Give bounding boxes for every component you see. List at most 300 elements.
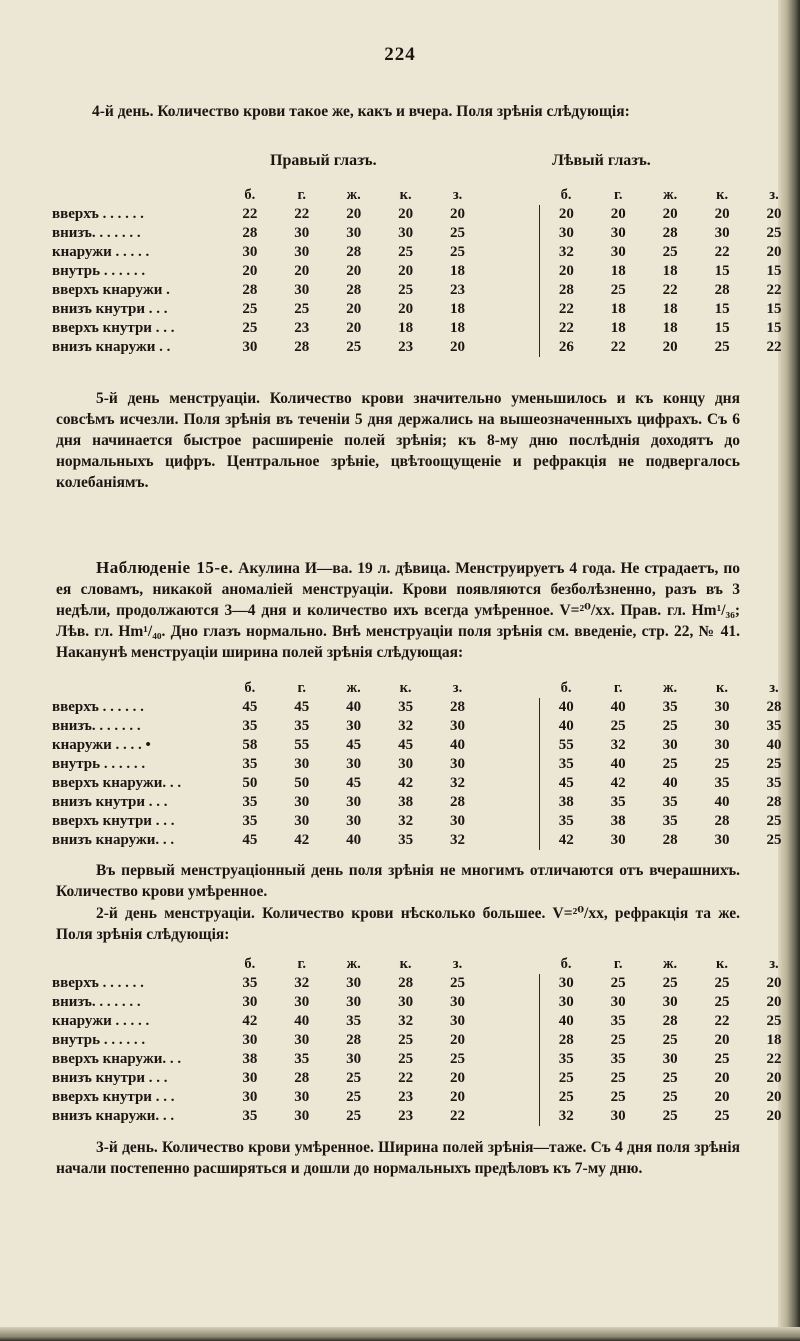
right-eye-value: 25 (450, 244, 466, 260)
right-eye-value: 35 (398, 832, 414, 848)
right-eye-value: 20 (449, 1032, 465, 1048)
left-eye-value: 20 (766, 1070, 782, 1086)
left-eye-column-header: ж. (663, 956, 678, 972)
right-eye-value: 30 (346, 1051, 362, 1067)
left-eye-value: 28 (540, 1031, 592, 1050)
right-eye-value: 35 (294, 718, 310, 734)
left-eye-value: 28 (662, 832, 678, 848)
left-eye-value: 40 (662, 775, 678, 791)
left-eye-value: 35 (766, 718, 782, 734)
column-gap (483, 717, 539, 736)
left-eye-column-header: г. (613, 956, 623, 972)
left-eye-value: 15 (766, 301, 782, 317)
left-eye-value: 22 (540, 300, 592, 319)
left-eye-column-header: б. (560, 680, 572, 696)
right-eye-value: 23 (398, 1108, 414, 1124)
right-eye-value: 58 (242, 737, 258, 753)
left-eye-value: 30 (714, 832, 730, 848)
left-eye-value: 55 (540, 736, 592, 755)
row-label: внутрь . . . . . . (52, 756, 146, 772)
left-eye-value: 25 (714, 1108, 730, 1124)
table-row (52, 300, 800, 319)
row-label: вверхъ . . . . . . (52, 206, 144, 222)
right-eye-value: 28 (398, 975, 414, 991)
left-eye-column-header: к. (716, 187, 729, 203)
paragraph-day3: 3-й день. Количество крови умѣренное. Ширина полей зрѣнія—таже. Съ 4 дня поля зрѣнія начали постепенно расширяться и дошли до нормальныхъ предѣловъ къ 7-му дню. (56, 1139, 740, 1177)
left-eye-value: 25 (662, 1108, 678, 1124)
left-eye-value: 35 (540, 755, 592, 774)
right-eye-column-header: б. (244, 956, 256, 972)
left-eye-value: 30 (714, 699, 730, 715)
right-eye-value: 30 (346, 794, 362, 810)
right-eye-value: 28 (449, 794, 465, 810)
paragraph-day4: 4-й день. Количество крови такое же, какъ и вчера. Поля зрѣнія слѣдующія: (92, 103, 630, 120)
left-eye-value: 25 (714, 1051, 730, 1067)
right-eye-value: 30 (294, 756, 310, 772)
right-eye-column-header: ж. (346, 187, 361, 203)
left-eye-value: 25 (662, 756, 678, 772)
left-eye-value: 20 (540, 262, 592, 281)
right-eye-value: 32 (449, 832, 465, 848)
right-eye-value: 20 (346, 206, 362, 222)
right-eye-value: 35 (242, 756, 258, 772)
left-eye-value: 18 (766, 1032, 782, 1048)
right-eye-value: 25 (242, 320, 258, 336)
left-eye-column-header: з. (769, 680, 779, 696)
table-row (52, 1031, 800, 1050)
right-eye-column-header: к. (399, 956, 412, 972)
left-eye-value: 22 (540, 319, 592, 338)
left-eye-value: 40 (610, 756, 626, 772)
left-eye-value: 35 (662, 794, 678, 810)
left-eye-value: 20 (766, 975, 782, 991)
right-eye-value: 30 (449, 813, 465, 829)
left-eye-value: 32 (540, 1107, 592, 1126)
left-eye-value: 38 (540, 793, 592, 812)
table-row (52, 224, 800, 243)
left-eye-value: 20 (714, 206, 730, 222)
right-eye-value: 40 (346, 699, 362, 715)
right-eye-value: 38 (398, 794, 414, 810)
right-eye-value: 30 (346, 975, 362, 991)
right-eye-value: 22 (294, 206, 310, 222)
table-row (52, 1088, 800, 1107)
observation-text: Акулина И—ва. 19 л. дѣвица. Менструируетъ 4 года. Не страдаетъ, по ея словамъ, никакой аномаліей менструаціи. Крови появляются безболѣзненно, разъ въ 3 недѣли, продолжаются 3—4 дня и количество ихъ всегда умѣренное. V=²⁰/xx. Прав. гл. Hm¹/₃₆; Лѣв. гл. Hm¹/₄₀. Дно глазъ нормально. Внѣ менструаціи поля зрѣнія см. введеніе, стр. 22, № 41. Наканунѣ менструаціи ширина полей зрѣнія слѣдующая: (56, 560, 740, 661)
right-eye-column-header: ж. (346, 680, 361, 696)
right-eye-column-header: г. (297, 956, 307, 972)
left-eye-value: 25 (714, 339, 730, 355)
right-eye-value: 30 (242, 1070, 258, 1086)
left-eye-value: 25 (610, 1032, 626, 1048)
table-row (52, 774, 800, 793)
right-eye-value: 30 (294, 282, 310, 298)
right-eye-value: 30 (242, 1032, 258, 1048)
left-eye-column-header: з. (769, 956, 779, 972)
table-row (52, 793, 800, 812)
left-eye-value: 30 (610, 994, 626, 1010)
left-eye-value: 22 (714, 244, 730, 260)
right-eye-value: 20 (294, 263, 310, 279)
table-row (52, 698, 800, 717)
left-eye-value: 18 (610, 301, 626, 317)
table-row (52, 205, 800, 224)
right-eye-value: 50 (242, 775, 258, 791)
right-eye-value: 45 (242, 699, 258, 715)
left-eye-value: 26 (540, 338, 592, 357)
left-eye-value: 35 (662, 813, 678, 829)
left-eye-value: 25 (714, 994, 730, 1010)
left-eye-value: 25 (610, 1070, 626, 1086)
right-eye-value: 30 (346, 994, 362, 1010)
page-bottom-edge (0, 1327, 800, 1341)
paragraph-first-day: Въ первый менструаціонный день поля зрѣнія не многимъ отличаются отъ вчерашнихъ. Количество крови умѣренное. (56, 862, 740, 900)
left-eye-value: 28 (714, 282, 730, 298)
left-eye-value: 28 (714, 813, 730, 829)
right-eye-value: 23 (450, 282, 466, 298)
right-eye-value: 32 (294, 975, 310, 991)
right-eye-value: 35 (242, 975, 258, 991)
left-eye-column-header: з. (769, 187, 779, 203)
left-eye-value: 35 (540, 812, 592, 831)
right-eye-value: 45 (346, 775, 362, 791)
left-eye-value: 22 (766, 282, 782, 298)
row-label: внизъ кнаружи . . (52, 339, 171, 355)
right-eye-value: 25 (346, 339, 362, 355)
column-gap (484, 338, 540, 357)
right-eye-value: 22 (398, 1070, 414, 1086)
column-gap (483, 679, 539, 698)
left-eye-value: 28 (766, 699, 782, 715)
left-eye-header: Лѣвый глазъ. (552, 152, 651, 169)
right-eye-value: 30 (398, 225, 414, 241)
left-eye-value: 18 (662, 301, 678, 317)
left-eye-value: 35 (662, 699, 678, 715)
right-eye-value: 38 (242, 1051, 258, 1067)
right-eye-value: 50 (294, 775, 310, 791)
left-eye-value: 28 (766, 794, 782, 810)
column-gap (483, 793, 539, 812)
page-number: 224 (384, 44, 416, 65)
right-eye-value: 30 (294, 1089, 310, 1105)
right-eye-value: 45 (242, 832, 258, 848)
right-eye-value: 28 (294, 339, 310, 355)
table-row (52, 1012, 800, 1031)
table-row (52, 1069, 800, 1088)
left-eye-value: 18 (610, 263, 626, 279)
right-eye-value: 25 (346, 1089, 362, 1105)
row-label: вверхъ кнаружи. . . (52, 775, 182, 791)
right-eye-column-header: б. (244, 187, 256, 203)
visual-field-table-1 (52, 186, 800, 357)
right-eye-value: 20 (450, 206, 466, 222)
left-eye-value: 30 (610, 832, 626, 848)
left-eye-column-header: ж. (663, 187, 678, 203)
right-eye-column-header: з. (452, 956, 463, 972)
row-label: вверхъ . . . . . . (52, 699, 144, 715)
column-gap (484, 205, 540, 224)
right-eye-value: 30 (294, 1032, 310, 1048)
right-eye-value: 18 (450, 301, 466, 317)
right-eye-value: 23 (294, 320, 310, 336)
eye-headers (0, 152, 800, 174)
right-eye-value: 23 (398, 339, 414, 355)
table-row (52, 812, 800, 831)
right-eye-value: 30 (346, 813, 362, 829)
left-eye-value: 15 (766, 263, 782, 279)
right-eye-value: 20 (449, 1070, 465, 1086)
table-row (52, 1050, 800, 1069)
right-eye-value: 28 (346, 244, 362, 260)
left-eye-value: 30 (662, 994, 678, 1010)
left-eye-value: 20 (714, 1070, 730, 1086)
table-row (52, 736, 800, 755)
column-gap (483, 1069, 539, 1088)
left-eye-value: 30 (610, 225, 626, 241)
column-gap (484, 281, 540, 300)
left-eye-value: 25 (662, 1089, 678, 1105)
left-eye-value: 35 (714, 775, 730, 791)
left-eye-value: 25 (714, 975, 730, 991)
row-label: вверхъ . . . . . . (52, 975, 144, 991)
left-eye-value: 18 (662, 263, 678, 279)
column-gap (484, 319, 540, 338)
column-gap (483, 812, 539, 831)
right-eye-value: 30 (294, 813, 310, 829)
right-eye-value: 28 (449, 699, 465, 715)
left-eye-value: 40 (610, 699, 626, 715)
left-eye-value: 20 (766, 1108, 782, 1124)
left-eye-value: 30 (540, 993, 592, 1012)
left-eye-value: 42 (540, 831, 592, 850)
row-label: вверхъ кнутри . . . (52, 813, 175, 829)
right-eye-value: 28 (346, 1032, 362, 1048)
right-eye-column-header: к. (399, 680, 412, 696)
right-eye-value: 32 (398, 1013, 414, 1029)
table-row (52, 1107, 800, 1126)
left-eye-value: 25 (662, 1032, 678, 1048)
paragraph-day2: 2-й день менструаціи. Количество крови нѣсколько большее. V=²⁰/xx, рефракція та же. Поля зрѣнія слѣдующія: (56, 905, 740, 943)
right-eye-value: 30 (294, 794, 310, 810)
row-label: внизъ кнаружи. . . (52, 1108, 175, 1124)
left-eye-value: 35 (766, 775, 782, 791)
left-eye-value: 25 (662, 975, 678, 991)
right-eye-value: 18 (450, 320, 466, 336)
table-row (52, 319, 800, 338)
right-eye-value: 25 (449, 975, 465, 991)
observation-heading: Наблюденіе 15-е. (96, 558, 234, 577)
right-eye-value: 25 (398, 244, 414, 260)
column-gap (483, 1088, 539, 1107)
row-label: внизъ кнутри . . . (52, 301, 168, 317)
right-eye-value: 32 (449, 775, 465, 791)
right-eye-value: 28 (294, 1070, 310, 1086)
right-eye-value: 28 (242, 225, 258, 241)
right-eye-value: 40 (294, 1013, 310, 1029)
left-eye-value: 30 (714, 225, 730, 241)
row-label: внутрь . . . . . . (52, 1032, 146, 1048)
row-label: вверхъ кнаружи . (52, 282, 170, 298)
right-eye-value: 30 (294, 225, 310, 241)
right-eye-value: 30 (398, 994, 414, 1010)
table-row (52, 338, 800, 357)
right-eye-value: 20 (242, 263, 258, 279)
left-eye-value: 22 (662, 282, 678, 298)
right-eye-header: Правый глазъ. (270, 152, 377, 169)
left-eye-value: 25 (766, 813, 782, 829)
right-eye-column-header: ж. (346, 956, 361, 972)
left-eye-value: 25 (540, 1088, 592, 1107)
row-label: внизъ. . . . . . . (52, 718, 141, 734)
left-eye-value: 30 (540, 974, 592, 993)
left-eye-value: 40 (714, 794, 730, 810)
right-eye-value: 20 (346, 263, 362, 279)
row-label: вверхъ кнутри . . . (52, 1089, 175, 1105)
right-eye-value: 42 (242, 1013, 258, 1029)
left-eye-value: 22 (766, 1051, 782, 1067)
right-eye-value: 35 (346, 1013, 362, 1029)
right-eye-value: 35 (294, 1051, 310, 1067)
left-eye-value: 35 (610, 1051, 626, 1067)
left-eye-value: 25 (610, 718, 626, 734)
left-eye-value: 35 (540, 1050, 592, 1069)
right-eye-value: 30 (398, 756, 414, 772)
table-row (52, 262, 800, 281)
column-gap (483, 1012, 539, 1031)
left-eye-value: 40 (540, 1012, 592, 1031)
right-eye-value: 25 (398, 282, 414, 298)
header-blank (52, 186, 224, 205)
column-gap (484, 300, 540, 319)
right-eye-value: 30 (294, 1108, 310, 1124)
left-eye-column-header: б. (560, 187, 572, 203)
left-eye-value: 38 (610, 813, 626, 829)
left-eye-value: 25 (662, 718, 678, 734)
table-row (52, 974, 800, 993)
right-eye-column-header: г. (297, 680, 307, 696)
right-eye-value: 28 (346, 282, 362, 298)
column-gap (484, 186, 540, 205)
left-eye-column-header: г. (613, 680, 623, 696)
paragraph-day5: 5-й день менструаціи. Количество крови значительно уменьшилось и къ концу дня совсѣмъ исчезли. Поля зрѣнія въ теченіи 5 дня держались на вышеозначенныхъ цифрахъ. Съ 6 дня начинается быстрое расширеніе полей зрѣнія; къ 8-му дню послѣднія доходятъ до нормальныхъ цифръ. Центральное зрѣніе, цвѣтоощущеніе и рефракція не подвергалось колебаніямъ. (56, 390, 740, 491)
right-eye-value: 30 (449, 756, 465, 772)
left-eye-value: 20 (766, 244, 782, 260)
left-eye-value: 22 (610, 339, 626, 355)
left-eye-value: 32 (610, 737, 626, 753)
row-label: внизъ. . . . . . . (52, 225, 141, 241)
left-eye-value: 28 (662, 1013, 678, 1029)
right-eye-value: 30 (449, 994, 465, 1010)
right-eye-column-header: г. (297, 187, 307, 203)
right-eye-value: 30 (294, 244, 310, 260)
right-eye-value: 25 (242, 301, 258, 317)
left-eye-value: 20 (766, 206, 782, 222)
right-eye-value: 25 (346, 1070, 362, 1086)
right-eye-column-header: з. (452, 187, 463, 203)
right-eye-value: 20 (450, 339, 466, 355)
left-eye-value: 15 (714, 263, 730, 279)
left-eye-value: 30 (540, 224, 592, 243)
left-eye-value: 25 (540, 1069, 592, 1088)
left-eye-value: 25 (662, 1070, 678, 1086)
right-eye-value: 25 (450, 225, 466, 241)
column-gap (483, 698, 539, 717)
left-eye-value: 30 (714, 737, 730, 753)
left-eye-value: 20 (766, 994, 782, 1010)
left-eye-value: 28 (662, 225, 678, 241)
right-eye-value: 35 (242, 1108, 258, 1124)
left-eye-value: 25 (766, 756, 782, 772)
right-eye-value: 40 (346, 832, 362, 848)
right-eye-value: 25 (398, 1051, 414, 1067)
left-eye-value: 25 (610, 1089, 626, 1105)
left-eye-value: 25 (766, 1013, 782, 1029)
left-eye-value: 30 (610, 1108, 626, 1124)
right-eye-value: 25 (398, 1032, 414, 1048)
right-eye-value: 42 (398, 775, 414, 791)
left-eye-column-header: к. (715, 680, 728, 696)
table-row (52, 281, 800, 300)
right-eye-value: 22 (242, 206, 258, 222)
right-eye-value: 30 (242, 994, 258, 1010)
right-eye-value: 18 (450, 263, 466, 279)
row-label: внизъ кнаружи. . . (52, 832, 175, 848)
visual-field-table-3 (52, 955, 800, 1126)
column-gap (483, 955, 539, 974)
left-eye-value: 15 (766, 320, 782, 336)
row-label: внутрь . . . . . . (52, 263, 146, 279)
header-blank (52, 955, 224, 974)
column-gap (484, 243, 540, 262)
right-eye-value: 45 (398, 737, 414, 753)
right-eye-value: 30 (294, 994, 310, 1010)
left-eye-value: 20 (714, 1032, 730, 1048)
right-eye-value: 42 (294, 832, 310, 848)
left-eye-value: 20 (766, 1089, 782, 1105)
left-eye-value: 30 (662, 737, 678, 753)
right-eye-value: 28 (242, 282, 258, 298)
right-eye-value: 30 (242, 1089, 258, 1105)
column-gap (483, 774, 539, 793)
right-eye-value: 35 (242, 794, 258, 810)
row-label: кнаружи . . . . . (52, 1013, 150, 1029)
left-eye-value: 25 (766, 225, 782, 241)
column-gap (483, 993, 539, 1012)
header-blank (52, 679, 224, 698)
right-eye-column-header: б. (244, 680, 256, 696)
right-eye-value: 35 (242, 813, 258, 829)
right-eye-value: 45 (294, 699, 310, 715)
left-eye-column-header: б. (560, 956, 572, 972)
left-eye-value: 22 (766, 339, 782, 355)
right-eye-column-header: з. (452, 680, 463, 696)
left-eye-value: 25 (662, 244, 678, 260)
right-eye-value: 30 (346, 718, 362, 734)
column-gap (483, 1107, 539, 1126)
right-eye-value: 23 (398, 1089, 414, 1105)
right-eye-value: 25 (346, 1108, 362, 1124)
row-label: вверхъ кнаружи. . . (52, 1051, 182, 1067)
column-gap (484, 262, 540, 281)
visual-field-table-2 (52, 679, 800, 850)
right-eye-value: 20 (398, 301, 414, 317)
right-eye-value: 20 (346, 301, 362, 317)
left-eye-column-header: г. (613, 187, 623, 203)
right-eye-value: 20 (449, 1089, 465, 1105)
right-eye-value: 40 (449, 737, 465, 753)
column-gap (483, 1031, 539, 1050)
column-gap (483, 974, 539, 993)
row-label: кнаружи . . . . . (52, 244, 150, 260)
